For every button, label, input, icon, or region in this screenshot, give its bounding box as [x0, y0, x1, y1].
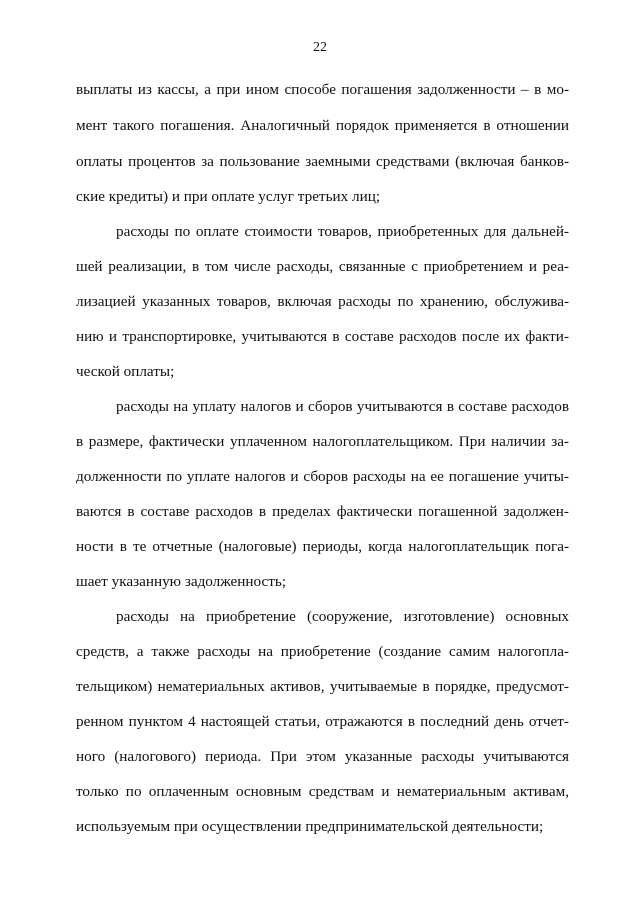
paragraph-2-line-1: расходы по оплате стоимости товаров, приобретенных для дальней-: [116, 223, 569, 240]
paragraph-4-line-3: тельщиком) нематериальных активов, учитываемые в порядке, предусмот-: [76, 678, 569, 695]
paragraph-1-line-2: мент такого погашения. Аналогичный порядок применяется в отношении: [76, 117, 569, 134]
paragraph-3-line-4: ваются в составе расходов в пределах фактически погашенной задолжен-: [76, 503, 569, 520]
paragraph-3-line-2: в размере, фактически уплаченном налогоплательщиком. При наличии за-: [76, 433, 569, 450]
paragraph-1-line-3: оплаты процентов за пользование заемными средствами (включая банков-: [76, 153, 569, 170]
paragraph-2-line-5: ческой оплаты;: [76, 363, 175, 380]
paragraph-4-line-6: только по оплаченным основным средствам и нематериальным активам,: [76, 783, 569, 800]
paragraph-1-line-1: выплаты из кассы, а при ином способе погашения задолженности – в мо-: [76, 81, 569, 98]
paragraph-3-line-1: расходы на уплату налогов и сборов учитываются в составе расходов: [116, 398, 569, 415]
paragraph-1-line-4: ские кредиты) и при оплате услуг третьих лиц;: [76, 188, 381, 205]
paragraph-4-line-1: расходы на приобретение (сооружение, изготовление) основных: [116, 608, 569, 625]
page-number: 22: [313, 40, 327, 55]
paragraph-3-line-6: шает указанную задолженность;: [76, 573, 287, 590]
paragraph-4-line-7: используемым при осуществлении предпринимательской деятельности;: [76, 818, 544, 835]
paragraph-4-line-4: ренном пунктом 4 настоящей статьи, отражаются в последний день отчет-: [76, 713, 569, 730]
paragraph-3-line-3: долженности по уплате налогов и сборов расходы на ее погашение учиты-: [76, 468, 569, 485]
paragraph-2-line-3: лизацией указанных товаров, включая расходы по хранению, обслужива-: [76, 293, 569, 310]
paragraph-3-line-5: ности в те отчетные (налоговые) периоды, когда налогоплательщик пога-: [76, 538, 569, 555]
paragraph-2-line-2: шей реализации, в том числе расходы, связанные с приобретением и реа-: [76, 258, 569, 275]
paragraph-2-line-4: нию и транспортировке, учитываются в составе расходов после их факти-: [76, 328, 569, 345]
paragraph-4-line-2: средств, а также расходы на приобретение (создание самим налогопла-: [76, 643, 569, 660]
paragraph-4-line-5: ного (налогового) периода. При этом указанные расходы учитываются: [76, 748, 569, 765]
